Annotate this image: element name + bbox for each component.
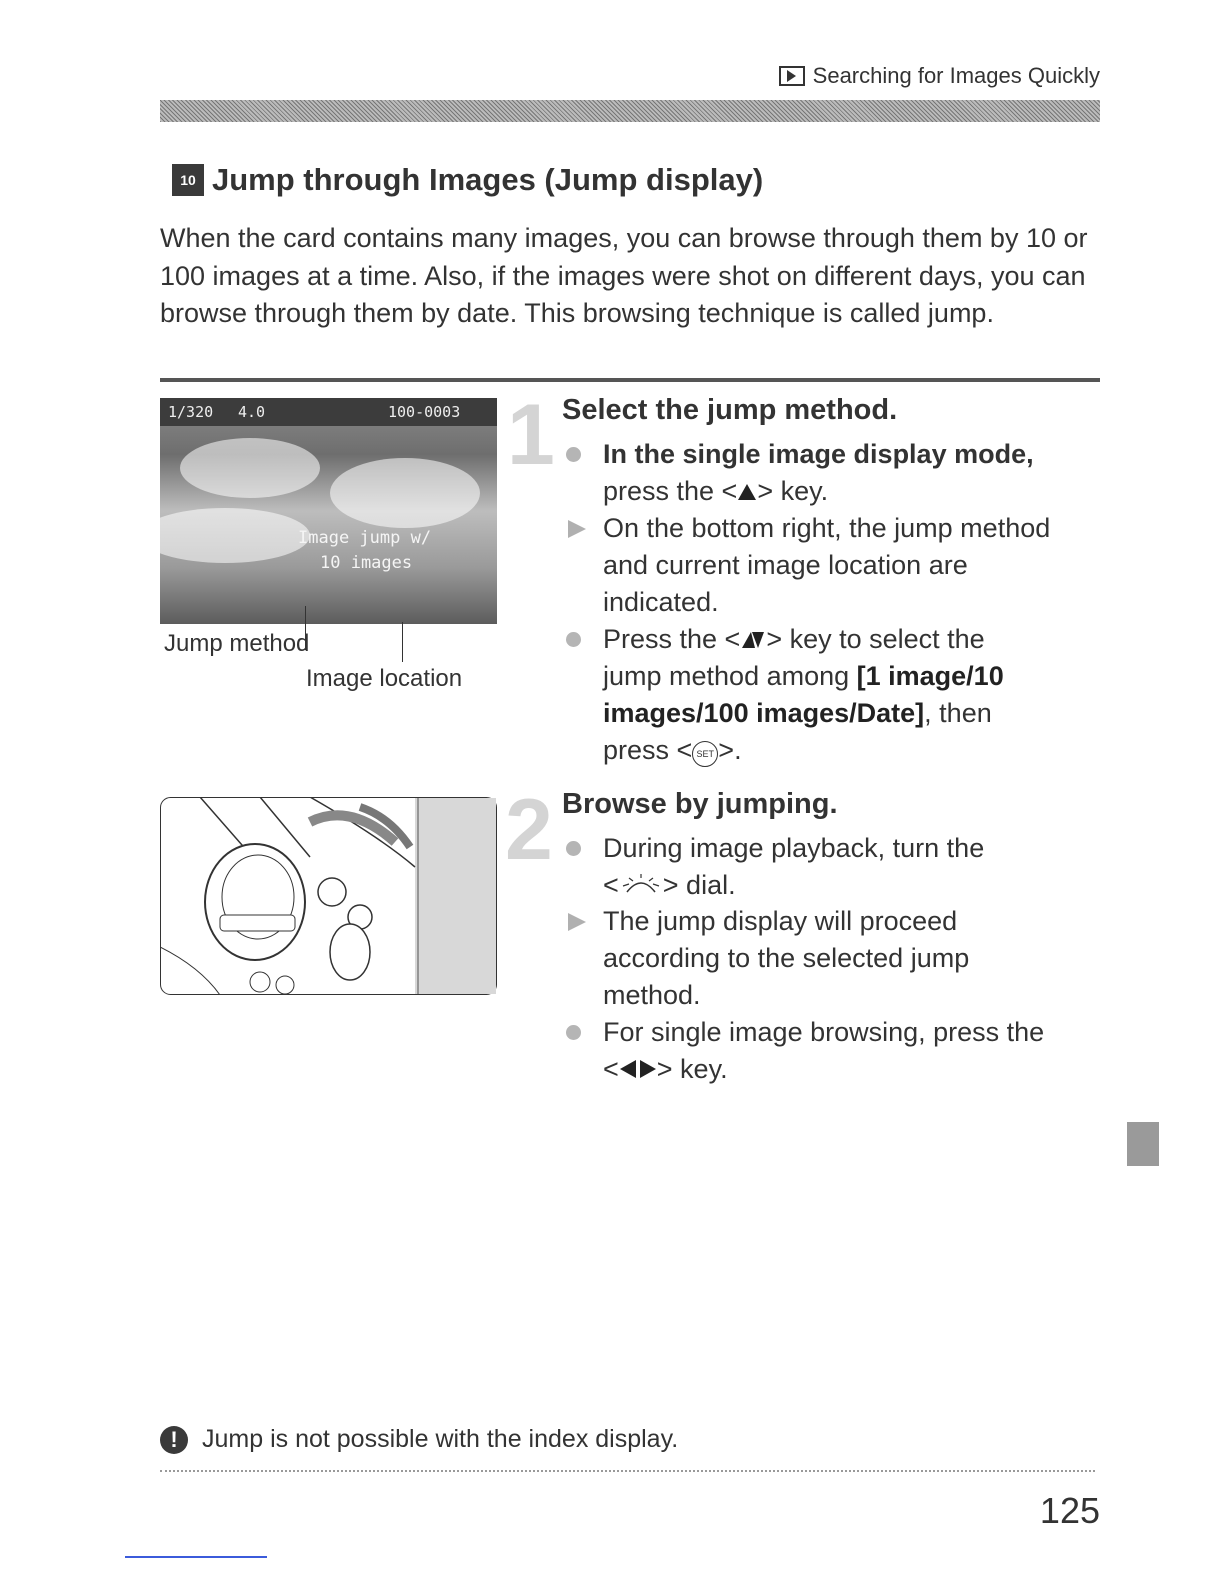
chapter-tab xyxy=(1127,1122,1159,1166)
step2-text: During image playback, turn the xyxy=(603,833,985,863)
step1-text: indicated. xyxy=(603,587,719,617)
up-arrow-key-icon xyxy=(737,483,757,501)
playback-icon xyxy=(779,66,805,86)
step1-text: Press the < > key to select the xyxy=(603,624,985,654)
jump-overlay-line2: 10 images xyxy=(320,553,413,573)
page-header xyxy=(745,60,1100,92)
header-title: Searching for Images Quickly xyxy=(812,63,1100,88)
bullet-icon xyxy=(566,841,581,856)
bullet-icon xyxy=(566,632,581,647)
label-jump-method: Jump method xyxy=(164,630,310,657)
section-title-text: Jump through Images (Jump display) xyxy=(212,162,764,197)
step-number-1: 1 xyxy=(507,387,555,483)
step2-text: < > dial. xyxy=(603,870,736,900)
page-number: 125 xyxy=(1039,1490,1100,1531)
left-right-key-icon xyxy=(619,1058,657,1080)
bullet-icon xyxy=(566,447,581,462)
result-arrow-icon xyxy=(568,520,586,538)
aperture: 4.0 xyxy=(238,403,266,421)
step1-text: In the single image display mode, xyxy=(603,439,1034,469)
result-arrow-icon xyxy=(568,913,586,931)
up-down-key-icon xyxy=(740,629,766,649)
bullet-icon xyxy=(566,1025,581,1040)
step1-text: and current image location are xyxy=(603,550,968,580)
step2-text: < > key. xyxy=(603,1054,728,1084)
step2-title: Browse by jumping. xyxy=(562,788,838,820)
jump-overlay-line1: Image jump w/ xyxy=(298,528,432,548)
jump-display-icon: 10 xyxy=(172,164,204,196)
lcd-screen-image xyxy=(160,398,497,624)
step1-text: images/100 images/Date], then xyxy=(603,698,992,728)
caution-icon: ! xyxy=(160,1426,188,1454)
caution-text: Jump is not possible with the index display. xyxy=(202,1425,679,1453)
cloud-shape xyxy=(160,508,310,563)
cloud-shape xyxy=(330,458,480,528)
step2-text: according to the selected jump xyxy=(603,943,970,973)
step1-text: jump method among [1 image/10 xyxy=(603,661,1004,691)
step1-title: Select the jump method. xyxy=(562,394,898,426)
label-image-location: Image location xyxy=(306,665,463,692)
divider xyxy=(160,378,1100,382)
main-dial-icon xyxy=(619,872,663,896)
set-button-icon: SET xyxy=(692,741,718,767)
step2-text: method. xyxy=(603,980,701,1010)
step2-text: The jump display will proceed xyxy=(603,906,958,936)
header-bar xyxy=(160,100,1100,122)
screen-info-bar xyxy=(160,398,497,426)
file-number: 100-0003 xyxy=(388,403,461,421)
camera-dial-illustration xyxy=(160,797,497,995)
step-number-2: 2 xyxy=(505,782,553,878)
caution-note xyxy=(160,1425,678,1454)
leader-line-image-location xyxy=(402,622,403,662)
step1-text: press the < > key. xyxy=(603,476,829,506)
step1-text: On the bottom right, the jump method xyxy=(603,513,1051,543)
cloud-shape xyxy=(180,438,320,498)
step2-text: For single image browsing, press the xyxy=(603,1017,1045,1047)
step1-text: press < SET >. xyxy=(603,735,742,765)
footer-line xyxy=(125,1556,267,1558)
shutter-speed: 1/320 xyxy=(168,403,214,421)
section-title xyxy=(172,162,763,198)
note-divider xyxy=(160,1470,1095,1472)
intro-paragraph: When the card contains many images, you can browse through them by 10 or 100 images at a time. Also, if the images were shot on different days, you can browse through them by date. This browsing technique is called jump. xyxy=(160,223,1088,328)
